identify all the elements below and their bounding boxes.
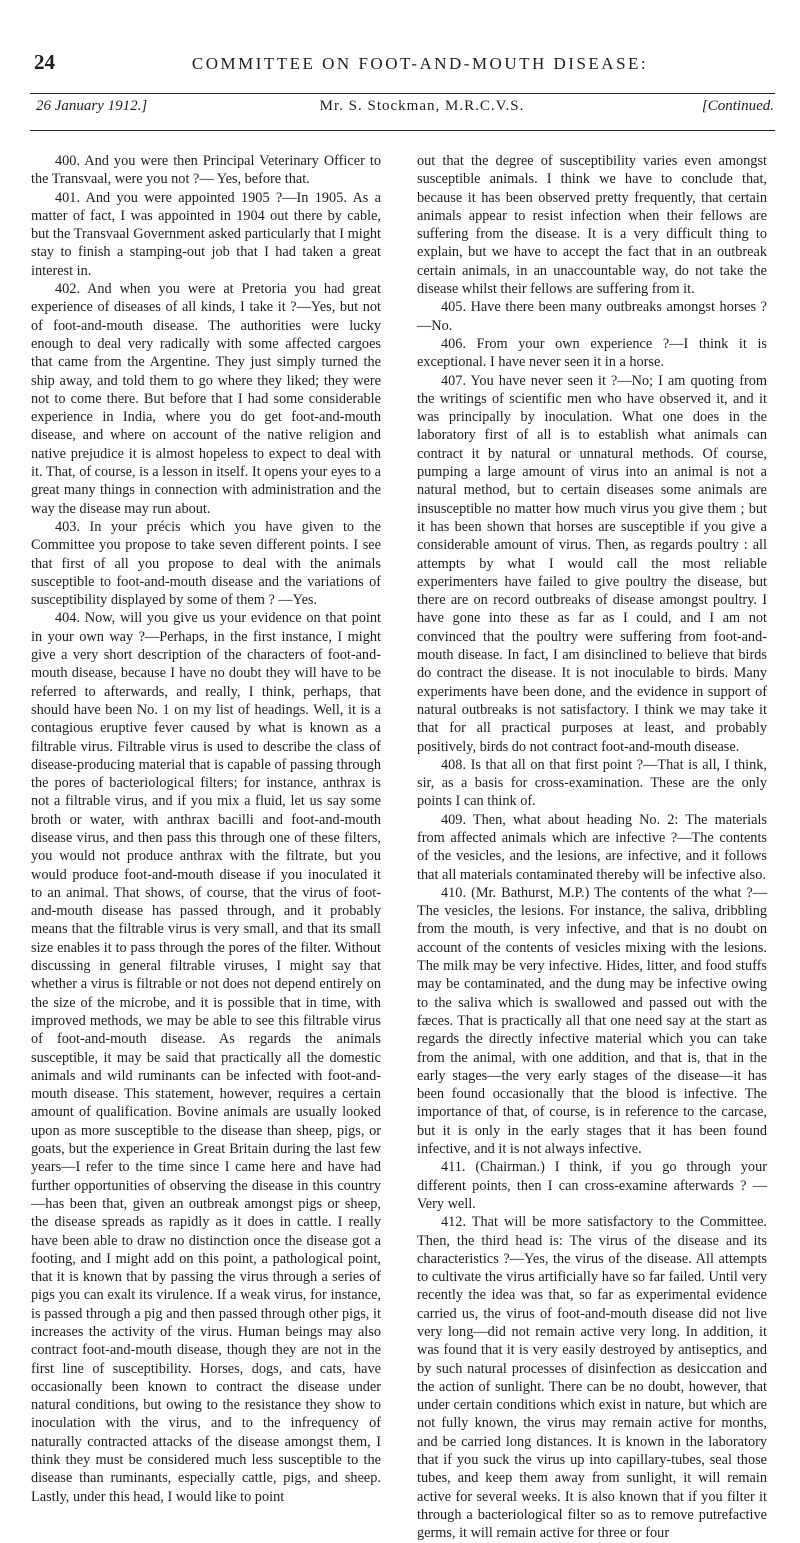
paragraph: 406. From your own experience ?—I think it is exceptional. I have never seen it in a horse.	[417, 335, 767, 371]
page-number: 24	[34, 50, 55, 74]
paragraph: 408. Is that all on that first point ?—That is all, I think, sir, as a basis for cross-examination. These are the only points I can think of.	[417, 756, 767, 810]
paragraph: out that the degree of susceptibility varies even amongst susceptible animals. I think we have to conclude that, because it has been observed pretty frequently, that certain animals appear to resist infection when their fellows are suffering from the disease. It is a very difficult thing to explain, but we have to accept the fact that in an outbreak certain animals, in an unaccountable way, do not take the disease whilst their fellows are suffering from it.	[417, 153, 767, 298]
paragraph: 401. And you were appointed 1905 ?—In 1905. As a matter of fact, I was appointed in 1904 out there by cable, but the Transvaal Government asked particularly that I might stay to finish a stamping-out job that I had taken a great interest in.	[31, 189, 381, 279]
subheader	[30, 98, 774, 122]
paragraph: 407. You have never seen it ?—No; I am quoting from the writings of scientific men who have observed it, and it was principally by inoculation. What one does in the laboratory first of all is to establish what animals can contract it by natural or unnatural methods. Of course, pumping a large amount of virus into an animal is not a natural method, but to certain diseases some animals are insusceptible no matter how much virus you give them ; but it has been shown that horses are susceptible if you give a considerable amount of virus. Then, as regards poultry : all attempts by what I would call the most reliable experimenters have failed to give poultry the disease, but there are on record outbreaks of disease amongst poultry. I have gone into these as far as I could, and I am not convinced that the poultry were suffering from foot-and-mouth disease. In fact, I am disinclined to believe that birds do contract the disease. It is not inoculable to birds. Many experiments have been done, and the evidence in support of natural outbreaks is not satisfactory. I think we may take it that for all practical purposes at least, and probably positively, birds do not contract foot-and-mouth disease.	[417, 372, 767, 755]
header-rule-bottom	[30, 130, 775, 131]
witness-name: Mr. S. Stockman, M.R.C.V.S.	[319, 98, 525, 114]
paragraph: 402. And when you were at Pretoria you had great experience of diseases of all kinds, I take it ?—Yes, but not of foot-and-mouth disease. The authorities were lucky enough to deal very radically with some affected cargoes that came from the Argentine. They just simply turned the ship away, and told them to go where they liked; they were not to come there. But before that I had some considerable experience in India, where you do get foot-and-mouth disease, and where on account of the native religion and native prejudice it is almost hopeless to expect to deal with it. That, of course, is a lesson in itself. It opens your eyes to a great many things in connection with administration and the way the disease may run about.	[31, 281, 381, 517]
header-rule-top	[30, 93, 775, 94]
paragraph: 412. That will be more satisfactory to the Committee. Then, the third head is: The virus of the disease and its characteristics ?—Yes, the virus of the disease. All attempts to cultivate the virus artificially have so far failed. Until very recently the idea was that, so far as experimental evidence carried us, the virus of foot-and-mouth disease did not live very long—did not remain active very long. In addition, it was found that it is very easily destroyed by antiseptics, and by such natural processes of disinfection as desiccation and the action of sunlight. There can be no doubt, however, that under certain conditions which exist in nature, but which are not fully known, the virus may remain active for months, and be carried long distances. It is known in the laboratory that if you suck the virus up into capillary-tubes, seal those tubes, and keep them away from sunlight, it will remain active for several weeks. It is also known that if you filter it through a bacteriological filter so as to remove putrefactive germs, it will remain active for three or four	[417, 1214, 767, 1542]
left-column	[31, 152, 381, 1506]
continued-label: [Continued.	[701, 98, 774, 114]
paragraph: 409. Then, what about heading No. 2: The materials from affected animals which are infective ?—The contents of the vesicles, and the lesions, are infective, and it follows that all materials contaminated thereby will be infective also.	[417, 811, 767, 883]
page-header	[24, 50, 776, 76]
paragraph: 411. (Chairman.) I think, if you go through your different points, then I can cross-examine afterwards ? —Very well.	[417, 1159, 767, 1212]
running-head: COMMITTEE ON FOOT-AND-MOUTH DISEASE:	[191, 54, 649, 73]
paragraph: 410. (Mr. Bathurst, M.P.) The contents of the what ?—The vesicles, the lesions. For instance, the saliva, dribbling from the mouth, is very infective, and that is no doubt on account of the contents of vesicles mixing with the lesions. The milk may be very infective. Hides, litter, and food stuffs may be contaminated, and the dung may be infective owing to the saliva which is swallowed and passed out with the fæces. That is practically all that one need say at the start as regards the directly infective material which you can take from the animal, with one addition, and that is, that in the early stages—the very early stages of the disease—it has been found occasionally that the blood is infective. The importance of that, of course, is in reference to the carcase, but it is only in the early stages that it has been found infective, and it is not always infective.	[417, 884, 767, 1158]
paragraph: 403. In your précis which you have given to the Committee you propose to take seven different points. I see that first of all you propose to deal with the animals susceptible to foot-and-mouth disease and the variations of susceptibility displayed by some of them ? —Yes.	[31, 518, 381, 609]
right-column	[417, 152, 767, 1543]
session-date: 26 January 1912.]	[36, 98, 148, 114]
paragraph: 405. Have there been many outbreaks amongst horses ?—No.	[417, 299, 767, 334]
paragraph: 400. And you were then Principal Veterinary Officer to the Transvaal, were you not ?— Yes, before that.	[31, 153, 381, 188]
paragraph: 404. Now, will you give us your evidence on that point in your own way ?—Perhaps, in the first instance, I might give a very short description of the characters of foot-and-mouth disease, because I have no doubt they will have to be referred to afterwards, and really, I think, perhaps, that should have been No. 1 on my list of headings. Well, it is a contagious eruptive fever caused by what is known as a filtrable virus. Filtrable virus is used to describe the class of disease-producing material that is capable of passing through the pores of bacteriological filters; for instance, anthrax is not a filtrable virus, and if you mix a fluid, let us say some broth or water, with anthrax bacilli and foot-and-mouth disease virus, and then pass this through one of these filters, you would not produce anthrax with the filtrate, but you would produce foot-and-mouth disease if you inoculated it to an animal. That shows, of course, that the virus of foot-and-mouth disease has passed through, and it probably means that the filtrable virus is very small, and that its small size enables it to pass through the pores of the filter. Without discussing in general filtrable viruses, I might say that whether a virus is filtrable or not does not depend entirely on the size of the microbe, and it is possible that in time, with improved methods, we may be able to see this filtrable virus of foot-and-mouth disease. As regards the animals susceptible, it may be said that practically all the domestic animals and wild ruminants can be infected with foot-and-mouth disease. This statement, however, requires a certain amount of qualification. Bovine animals are usually looked upon as more susceptible to the disease than sheep, pigs, or goats, but the experience in Great Britain during the last few years—I refer to the time since I came here and have had further opportunities of observing the disease in this country—has been that, given an outbreak amongst pigs or sheep, the disease spreads as rapidly as it does in cattle. I really have been able to draw no distinction once the disease got a footing, and I might add on this point, a pathological point, that it is known that by passing the virus through a series of pigs you can exalt its virulence. If a weak virus, for instance, is passed through a pig and then passed through other pigs, it increases the activity of the virus. Human beings may also contract foot-and-mouth disease, though they are not in the first line of susceptibility. Horses, dogs, and cats, have occasionally been known to contract the disease under natural conditions, but owing to the resistance they show to inoculation with the virus, and to the infrequency of naturally contracted attacks of the disease amongst them, I think they must be considered much less susceptible to the disease than ruminants, especially cattle, pigs, and sheep. Lastly, under this head, I would like to point	[31, 610, 381, 1505]
